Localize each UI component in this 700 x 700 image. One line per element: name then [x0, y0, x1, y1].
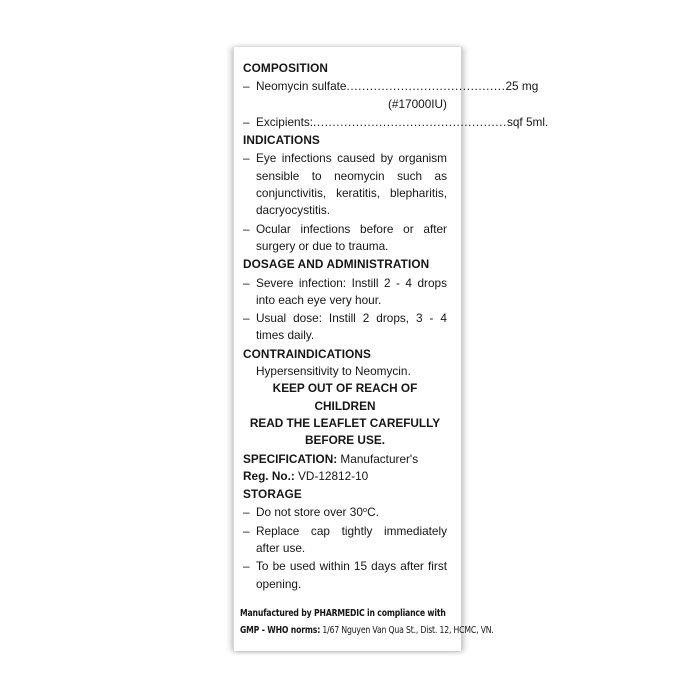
dash-bullet: –	[243, 523, 250, 538]
contraindications-heading: CONTRAINDICATIONS	[243, 346, 371, 361]
contraindications-text: Hypersensitivity to Neomycin.	[256, 364, 411, 379]
composition-neomycin	[243, 78, 539, 113]
dosage-text: Usual dose: Instill 2 drops, 3 - 4 times daily.	[256, 311, 447, 343]
storage-item	[243, 523, 447, 558]
warning-line: KEEP OUT OF REACH OF	[272, 381, 418, 396]
neomycin-label: Neomycin sulfate	[256, 79, 347, 94]
dash-bullet: –	[243, 311, 250, 326]
dash-bullet: –	[243, 559, 250, 574]
indication-text: Eye infections caused by organism sensible to neomycin such as conjunctivitis, keratitis, blepharitis, dacryocystitis.	[256, 151, 447, 218]
storage-temp-text: Do not store over 30	[256, 505, 363, 520]
specification-label: SPECIFICATION:	[243, 451, 338, 466]
footer-line-1	[240, 605, 446, 622]
dosage-item	[243, 275, 447, 310]
dot-leader: ..................................................	[313, 114, 507, 129]
dot-leader: .........................................	[346, 79, 506, 94]
excipients-value: sqf 5ml.	[506, 114, 549, 129]
degree-symbol: o	[362, 505, 368, 515]
excipients-label: Excipients:	[256, 114, 314, 129]
composition-heading: COMPOSITION	[243, 61, 328, 75]
storage-text: Replace cap tightly immediately after use.	[256, 523, 447, 556]
composition-excipients	[243, 114, 549, 131]
footer-brand: PHARMEDIC	[314, 608, 365, 619]
dash-bullet: –	[243, 505, 250, 520]
indication-item	[243, 150, 447, 219]
medicine-box-side-panel	[233, 47, 549, 651]
leaflet-text	[243, 60, 549, 593]
footer-address: 1/67 Nguyen Van Qua St., Dist. 12, HCMC, VN.	[320, 625, 494, 636]
dash-bullet: –	[243, 151, 250, 166]
dosage-item	[243, 310, 447, 345]
dash-bullet: –	[243, 275, 250, 290]
footer-compliance: in compliance with	[364, 608, 446, 619]
registration-label: Reg. No.:	[243, 468, 295, 483]
manufacturer-footer	[240, 605, 494, 639]
neomycin-iu-note: (#17000IU)	[387, 96, 447, 111]
registration-line	[243, 468, 447, 485]
registration-value: VD-12812-10	[294, 468, 369, 483]
dash-bullet: –	[243, 221, 250, 236]
dash-bullet: –	[243, 79, 250, 94]
warning-line: READ THE LEAFLET CAREFULLY	[249, 415, 441, 430]
dosage-heading: DOSAGE AND ADMINISTRATION	[243, 257, 430, 272]
warning-line: BEFORE USE.	[305, 433, 385, 448]
dash-bullet: –	[243, 114, 250, 129]
dosage-text: Severe infection: Instill 2 - 4 drops into each eye very hour.	[256, 275, 447, 307]
storage-text: To be used within 15 days after first opening.	[256, 559, 447, 591]
storage-item	[243, 504, 447, 521]
warning-line: CHILDREN	[314, 398, 376, 413]
storage-heading: STORAGE	[243, 487, 302, 502]
indications-heading: INDICATIONS	[243, 133, 320, 148]
indication-item	[243, 221, 447, 256]
specification-value: Manufacturer's	[337, 451, 419, 466]
neomycin-value: 25 mg	[505, 79, 539, 94]
specification-line	[243, 451, 447, 468]
footer-manufactured-by: Manufactured by	[240, 608, 315, 619]
storage-item	[243, 558, 447, 593]
indication-text: Ocular infections before or after surgery or due to trauma.	[256, 221, 447, 253]
footer-line-2	[240, 622, 494, 639]
footer-gmp-label: GMP - WHO norms:	[240, 625, 321, 636]
storage-temp-unit: C.	[367, 505, 379, 520]
